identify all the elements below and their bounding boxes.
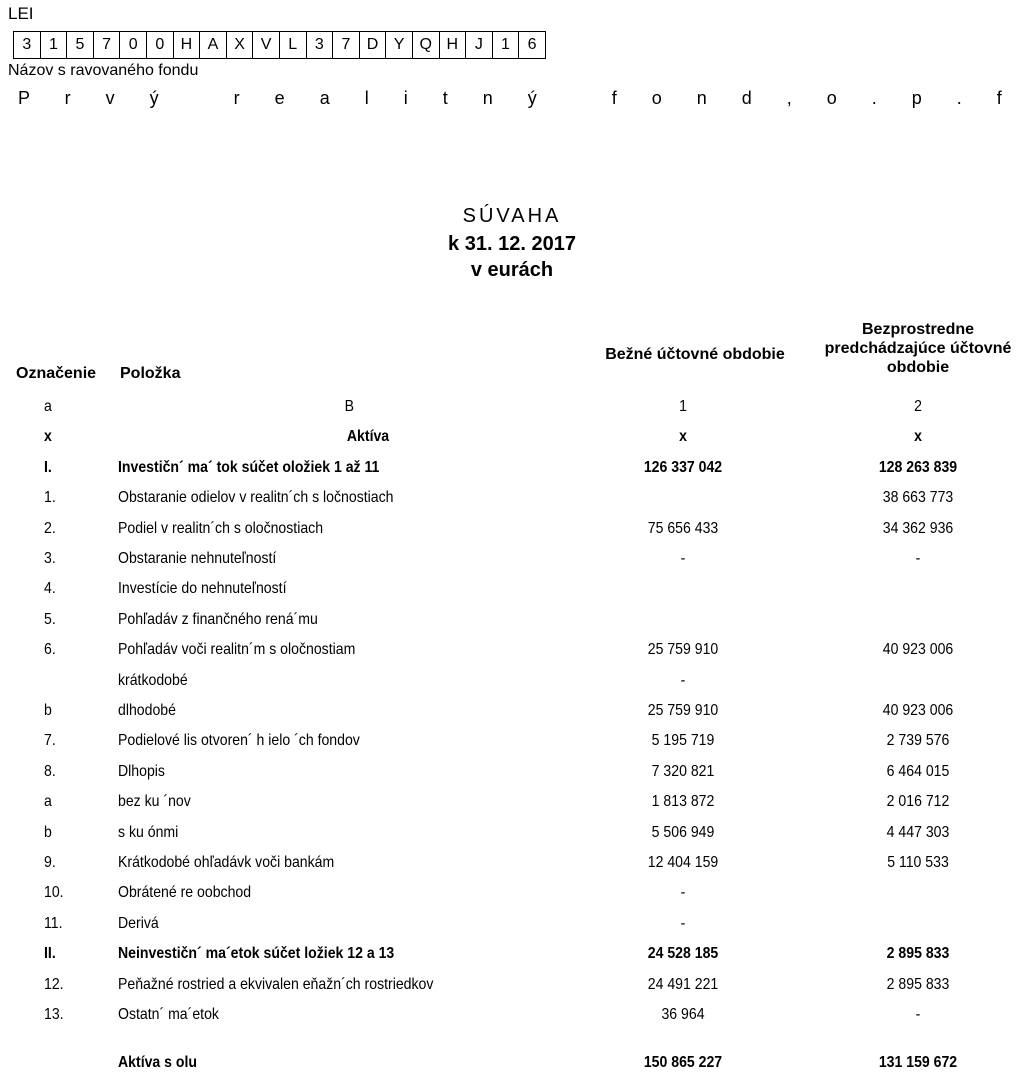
table-row — [0, 637, 1024, 667]
column-header-current: Bežné účtovné obdobie — [605, 346, 785, 363]
row-current-value: 5 506 949 — [651, 823, 715, 841]
row-label: bez ku ´nov — [118, 793, 191, 811]
lei-char-box: J — [466, 32, 493, 58]
row-current-value: 1 — [679, 398, 687, 415]
lei-char-box: H — [174, 32, 201, 58]
row-previous-value: 4 447 303 — [886, 823, 950, 841]
table-row — [0, 607, 1024, 637]
row-previous-value: 2 739 576 — [886, 732, 950, 750]
row-label: B — [344, 398, 355, 415]
row-previous-value: 40 923 006 — [882, 641, 954, 659]
row-label: Investičn´ ma´ tok súčet oložiek 1 až 11 — [118, 458, 380, 476]
row-previous-value: 38 663 773 — [882, 489, 954, 507]
row-previous-value: 5 110 533 — [887, 854, 949, 871]
row-current-value: 36 964 — [661, 1006, 705, 1023]
column-header-item: Položka — [120, 365, 181, 382]
row-label: Obstaranie nehnuteľností — [118, 550, 277, 567]
lei-char-box: 5 — [67, 32, 94, 58]
row-previous-value: - — [915, 550, 921, 567]
table-row — [0, 1002, 1024, 1032]
row-designation: b — [44, 823, 52, 841]
lei-char-box: 1 — [493, 32, 520, 58]
row-label: Pohľadáv z finančného rená´mu — [118, 610, 318, 628]
table-row — [0, 485, 1024, 515]
row-current-value: - — [680, 550, 686, 567]
table-row — [0, 576, 1024, 606]
table-row — [0, 546, 1024, 576]
row-current-value: 12 404 159 — [647, 854, 719, 871]
currency-unit: v eurách — [470, 259, 554, 281]
table-row — [0, 972, 1024, 1002]
row-label: Dlhopis — [118, 762, 165, 780]
row-label: Obrátené re oobchod — [118, 884, 252, 902]
row-label: Pohľadáv voči realitn´m s oločnostiam — [118, 641, 356, 659]
lei-char-box: 7 — [333, 32, 360, 58]
table-row — [0, 941, 1024, 971]
table-row — [0, 698, 1024, 728]
column-header-designation: Označenie — [16, 365, 97, 382]
row-designation: b — [44, 702, 52, 719]
lei-char-box: Q — [413, 32, 440, 58]
row-current-value: 24 528 185 — [647, 945, 719, 963]
table-row — [0, 911, 1024, 941]
row-current-value: x — [679, 428, 687, 446]
table-row — [0, 516, 1024, 546]
row-label: Ostatn´ ma´etok — [118, 1006, 219, 1023]
lei-char-box: 0 — [120, 32, 147, 58]
lei-char-box: 3 — [14, 32, 41, 58]
row-designation: I. — [44, 458, 52, 476]
row-previous-value: 131 159 672 — [878, 1054, 958, 1072]
row-current-value: 25 759 910 — [647, 641, 719, 659]
row-previous-value: 128 263 839 — [878, 458, 958, 476]
row-current-value: - — [680, 914, 686, 932]
lei-char-box: V — [253, 32, 280, 58]
row-previous-value: 6 464 015 — [886, 762, 950, 780]
row-designation: 4. — [44, 580, 56, 598]
row-label: krátkodobé — [118, 671, 188, 689]
table-row — [0, 394, 1024, 424]
row-previous-value: - — [915, 1006, 921, 1023]
row-current-value: 5 195 719 — [651, 732, 715, 750]
row-label: s ku ónmi — [118, 823, 179, 841]
table-row — [0, 759, 1024, 789]
row-designation: 2. — [44, 519, 56, 537]
row-label: Obstaranie odielov v realitn´ch s ločnostiach — [118, 489, 394, 507]
table-row — [0, 455, 1024, 485]
table-row — [0, 789, 1024, 819]
lei-char-box: A — [200, 32, 227, 58]
fund-name: P r v ý r e a l i t n ý f o n d , o . p . f — [18, 88, 1017, 108]
lei-char-box: 0 — [147, 32, 174, 58]
row-designation: 8. — [44, 762, 56, 780]
row-previous-value: 40 923 006 — [882, 702, 954, 719]
lei-char-box: 1 — [41, 32, 68, 58]
row-label: Derivá — [118, 914, 159, 932]
row-designation: 7. — [44, 732, 56, 750]
row-current-value: 24 491 221 — [647, 975, 719, 993]
row-label: dlhodobé — [118, 702, 176, 719]
row-designation: x — [44, 428, 52, 446]
column-header-previous: Bezprostredne predchádzajúce účtovné obdobie — [824, 321, 1012, 376]
row-designation: II. — [44, 945, 56, 963]
row-designation: a — [44, 398, 52, 415]
row-designation: 11. — [44, 914, 63, 932]
lei-char-box: X — [227, 32, 254, 58]
row-label: Podiel v realitn´ch s oločnostiach — [118, 519, 324, 537]
table-row — [0, 850, 1024, 880]
row-previous-value: 2 895 833 — [886, 975, 950, 993]
table-row — [0, 424, 1024, 454]
lei-char-box: 6 — [527, 36, 537, 53]
table-row — [0, 880, 1024, 910]
lei-char-box: 3 — [307, 32, 334, 58]
lei-char-box: Y — [386, 32, 413, 58]
row-previous-value: 34 362 936 — [882, 519, 954, 537]
row-designation: 13. — [44, 1006, 64, 1023]
document-title: SÚVAHA — [462, 205, 562, 227]
fund-name-label: Názov s ravovaného fondu — [8, 62, 199, 79]
row-label: Podielové lis otvoren´ h ielo ´ch fondov — [118, 732, 360, 750]
row-current-value: 1 813 872 — [651, 793, 715, 811]
row-current-value: 7 320 821 — [651, 762, 715, 780]
lei-label: LEI — [8, 4, 34, 23]
lei-code-boxes — [13, 31, 546, 59]
row-label: Aktíva s olu — [118, 1054, 198, 1072]
table-row — [0, 1050, 1024, 1080]
row-previous-value: x — [914, 428, 922, 446]
balance-date: k 31. 12. 2017 — [448, 233, 576, 255]
row-designation: 3. — [44, 550, 56, 567]
row-current-value: - — [680, 671, 686, 689]
row-current-value: 126 337 042 — [643, 458, 723, 476]
table-row — [0, 728, 1024, 758]
row-label: Neinvestičn´ ma´etok súčet ložiek 12 a 13 — [118, 945, 395, 963]
row-designation: a — [44, 793, 52, 811]
row-previous-value: 2 895 833 — [886, 945, 950, 963]
row-current-value: 25 759 910 — [647, 702, 719, 719]
row-designation: 12. — [44, 975, 64, 993]
row-label: Aktíva — [346, 428, 390, 446]
table-row — [0, 668, 1024, 698]
row-designation: 9. — [44, 854, 56, 871]
table-row — [0, 820, 1024, 850]
row-label: Krátkodobé ohľadávk voči bankám — [118, 854, 335, 871]
row-current-value: - — [680, 884, 686, 902]
lei-char-box: L — [280, 32, 307, 58]
lei-char-box: H — [440, 32, 467, 58]
row-designation: 6. — [44, 641, 56, 659]
row-designation: 5. — [44, 610, 56, 628]
row-previous-value: 2 016 712 — [886, 793, 950, 811]
row-designation: 10. — [44, 884, 64, 902]
row-designation: 1. — [44, 489, 56, 507]
row-current-value: 150 865 227 — [643, 1054, 723, 1072]
row-label: Peňažné rostried a ekvivalen eňažn´ch rostriedkov — [118, 975, 434, 993]
lei-char-box: 7 — [94, 32, 121, 58]
row-previous-value: 2 — [914, 398, 922, 415]
row-current-value: 75 656 433 — [647, 519, 719, 537]
lei-char-box: D — [360, 32, 387, 58]
row-label: Investície do nehnuteľností — [118, 580, 287, 598]
